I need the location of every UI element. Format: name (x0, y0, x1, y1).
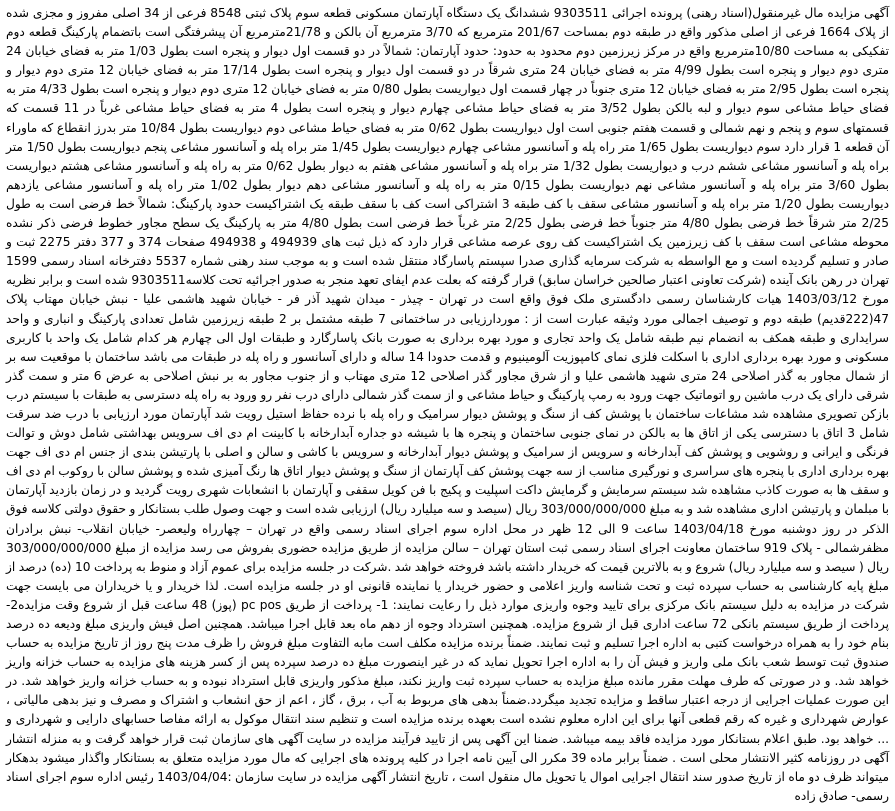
auction-notice-text: آگهی مزایده مال غیرمنقول(اسناد رهنی) پرونده اجرائی 9303511 ششدانگ یک دستگاه آپارتمان مسکونی قطعه سوم پلاک ثبتی 8548 فرعی از 34 اصلی مفروز و مجزی شده از پلاک 1664 فرعی از اصلی مذکور واقع در طبقه دوم بمساحت 201/67 مترمربع که 3/70 مترمربع آن بالکن و 21/78مترمربع آن پیشرفتگی است باتضمام پارکینگ قطعه دوم تفکیکی به مساحت 10/80مترمربع واقع در مرکز زیرزمین دوم محدود به حدود: حدود آپارتمان: شمالاً در دو قسمت اول دیوار و پنجره است بطول 1/03 متر به فضای خیابان 24 متری دوم دیوار و پنجره است بطول 4/99 متر به فضای خیابان 24 متری شرقاً در دو قسمت اول دیوار و پنجره است بطول 17/14 متر به فضای خیابان 12 متری دوم دیوار و پنجره است بطول 2/95 متر به فضای خیابان 12 متری جنوباً در چهار قسمت اول دیواریست بطول 0/80 متر به فضای خیابان 12 متری دوم دیوار و پنجره است بطول 4/33 متر به فضای حیاط مشاعی سوم دیوار و لبه بالکن بطول 3/52 متر به فضای حیاط مشاعی چهارم دیوار و پنجره است بطول 4 متر به فضای حیاط مشاعی غرباً در 11 قسمت که قسمتهای سوم و پنجم و نهم شمالی و قسمت هفتم جنوبی است اول دیواریست بطول 0/62 متر به فضای حیاط مشاعی دوم دیواریست بطول 10/84 متر بدرز انقطاع که ماوراء آن قطعه 1 قرار دارد سوم دیواریست بطول 1/65 متر راه پله و آسانسور مشاعی چهارم دیواریست بطول 1/45 متر براه پله و آسانسور مشاعی پنجم دیواریست بطول 1/50 متر براه پله و آسانسور مشاعی ششم درب و دیواریست بطول 1/32 متر براه پله و آسانسور مشاعی هفتم به دیوار بطول 0/62 متر به راه پله و آسانسور مشاعی هشتم دیواریست بطول 3/60 متر براه پله و آسانسور مشاعی نهم دیواریست بطول 0/15 متر به راه پله و آسانسور مشاعی دهم دیوار بطول 1/02 متر راه پله و آسانسور مشاعی یازدهم دیواریست بطول 1/20 متر براه پله و آسانسور مشاعی سقف با کف طبقه 3 اشتراکی است کف با سقف طبقه یک اشتراکیست حدود پارکینگ: شمالاً خط فرضی است به طول 2/25 متر شرقاً خط فرضی بطول 4/80 متر جنوباً خط فرضی بطول 2/25 متر غرباً خط فرضی است بطول 4/80 متر به پارکینگ یک سطح مجاور خطوط فرضی ذکر نشده محوطه مشاعی است سقف با کف زیرزمین یک اشتراکیست کف روی عرصه مشاعی قرار دارد که ذیل ثبت های 494939 و 494938 صفحات 374 و 377 دفتر 2275 ثبت و صادر و تسلیم گردیده است و مع الواسطه به شرکت سرمایه گذاری صدرا سپستم پاسارگاد منتقل شده است و به موجب سند رهنی شماره 5537 دفترخانه اسناد رسمی 1599 تهران در رهن بانک آینده (شرکت تعاونی اعتبار صالحین خراسان سابق) قرار گرفته که بعلت عدم ایفای تعهد منجر به صدور اجرائیه تحت کلاسه9303511 شده است و برابر نظریه مورخ 1403/03/12 هیات کارشناسان رسمی دادگستری ملک فوق واقع است در تهران - چیذر - میدان شهید آذر فر - خیابان شهید هاشمی علیا - نبش خیابان مهتاب پلاک 47(222قدیم) طبقه دوم و توصیف اجمالی مورد وثیقه عبارت است از : موردارزیابی در ساختمانی 7 طبقه مشتمل بر 2 طبقه زیرزمین شامل تعدادی پارکینگ و انباری و واحد سرایداری و طبقه همکف به انضمام نیم طبقه شامل یک واحد تجاری و مورد بهره برداری به صورت بانک پاسارگارد و طبقات اول الی چهارم هر کدام شامل یک واحد با کاربری مسکونی و مورد بهره برداری اداری با اسکلت فلزی نمای کامپوزیت آلومینیوم و قدمت حدودا 14 ساله و دارای آسانسور و راه پله در طبقات می باشد ساختمان با موقعیت سه بر از شمال مجاور به گذر اصلاحی 24 متری شهید هاشمی علیا و از شرق مجاور گذر اصلاحی 12 متری مهتاب و از جنوب مجاور به بر نبش اصلاحی به عرض 6 متر و سمت گذر شرقی دارای یک درب ماشین رو اتوماتیک جهت ورود به رمپ پارکینگ و حیاط مشاعی و از سمت گذر شمالی دارای درب نفر رو ورود به راه پله دسترسی به طبقات با سیستم درب بازکن تصویری مشاهده شد مشاعات ساختمان با پوشش کف از سنگ و پوشش دیوار سرامیک و راه پله با نرده حفاظ استیل رویت شد آپارتمان مورد ارزیابی با درب ضد سرقت شامل 3 اتاق با دسترسی یکی از اتاق ها به بالکن در نمای جنوبی ساختمان و پنجره ها با شیشه دو جداره آبدارخانه با کابینت ام دی اف سرویس بهداشتی شامل دوش و توالت فرنگی و ایرانی و روشویی و پوشش کف آبدارخانه و سرویس از سرامیک و پوشش دیوار آبدارخانه و سرویس با کاشی و سالن و اصلی با پارتیشن بندی از جنس ام دی اف جهت بهره برداری اداری با پنجره های سراسری و نورگیری مناسب از سه جهت پوشش کف آپارتمان از سنگ و پوشش دیوار اتاق ها رنگ آمیزی شده و پوشش سالن با روکوب ام دی اف و سقف ها به صورت کاذب مشاهده شد سیستم سرمایش و گرمایش داکت اسپلیت و پکیج با فن کویل سقفی و آپارتمان با انشعابات شهری رویت گردید و در زمان بازدید آپارتمان با مبلمان و پارتیشن اداری مشاهده شد و به مبلغ 303/000/000/000 ریال (سیصد و سه میلیارد ریال) ارزیابی شده است و جهت وصول طلب بستانکار و حقوق دولتی کلاسه فوق الذکر در روز دوشنبه مورخ 1403/04/18 ساعت 9 الی 12 ظهر در محل اداره سوم اجرای اسناد رسمی واقع در تهران – چهارراه ولیعصر- خیابان انقلاب- نبش برادران مظفرشمالی - پلاک 919 ساختمان معاونت اجرای اسناد رسمی ثبت استان تهران – سالن مزایده از طریق مزایده حضوری بفروش می رسد مزایده از مبلغ 303/000/000/000 ریال ( سیصد و سه میلیارد ریال) شروع و به بالاترین قیمت که خریدار داشته باشد فروخته خواهد شد .شرکت در جلسه مزایده برای عموم آزاد و منوط به پرداخت 10 (ده) درصد از مبلغ پایه کارشناسی به حساب سپرده ثبت و تحت شناسه واریز اعلامی و حضور خریدار یا نماینده قانونی او در جلسه مزایده است. لذا خریدار و یا خریداران می بایست جهت شرکت در مزایده به دلیل سیستم بانک مرکزی برای تایید وجوه واریزی موارد ذیل را رعایت نمایند: 1- پرداخت از طریق pc pos (پوز) 48 ساعت قبل از شروع وقت مزایده2- پرداخت از طریق سیستم بانکی 72 ساعت اداری قبل از شروع مزایده. همچنین استرداد وجوه از دهم ماه بعد قابل اجرا میباشد. همچنین اصل فیش واریزی مبلغ ودیعه ده درصد بنام خود را به همراه درخواست کتبی به اداره اجرا تسلیم و ثبت نمایند. ضمناً برنده مزایده مکلف است مابه التفاوت مبلغ فروش را ظرف مدت پنج روز از تاریخ مزایده به حساب صندوق ثبت توسط شعب بانک ملی واریز و فیش آن را به اداره اجرا تحویل نماید که در غیر اینصورت مبلغ ده درصد سپرده پس از کسر هزینه های مزایده به حساب خزانه واریز خواهد شد. و در صورتی که طرف مهلت مقرر مانده مبلغ مزایده به حساب سپرده ثبت واریز نکند، مبلغ مذکور واریزی قابل استرداد نبوده و به حساب خزانه واریز خواهد شد. در این صورت عملیات اجرایی از درجه اعتبار ساقط و مزایده تجدید میگردد.ضمناً بدهی های مربوط به آب ، برق ، گاز ، اعم از حق انشعاب و اشتراک و مصرف و نیز بدهی مالیاتی ، عوارض شهرداری و غیره که رقم قطعی آنها برای این اداره معلوم نشده است بعهده برنده مزایده است و تنظیم سند انتقال موکول به ارائه مفاصا حسابهای دارایی و شهرداری و ... خواهد بود. طبق اعلام بستانکار مورد مزایده فاقد بیمه میباشد. ضمنا این آگهی پس از تایید فرآیند مزایده در سایت آگهی های سازمان ثبت قرار خواهد گرفت و به منزله انتشار آگهی در روزنامه کثیر الانتشار محلی است . ضمناً برابر ماده 39 مکرر الی آیین نامه اجرا در کلیه پرونده های اجرایی که مال مورد مزایده متعلق به بستانکار واگذار میشود بدهکار میتواند ظرف دو ماه از تاریخ صدور سند انتقال اجرایی اموال یا تحویل مال منقول است ، تاریخ انتشار آگهی مزایده در سایت سازمان :1403/04/04 رئیس اداره سوم اجرای اسناد رسمی- صادق زاده (6, 6, 890, 803)
